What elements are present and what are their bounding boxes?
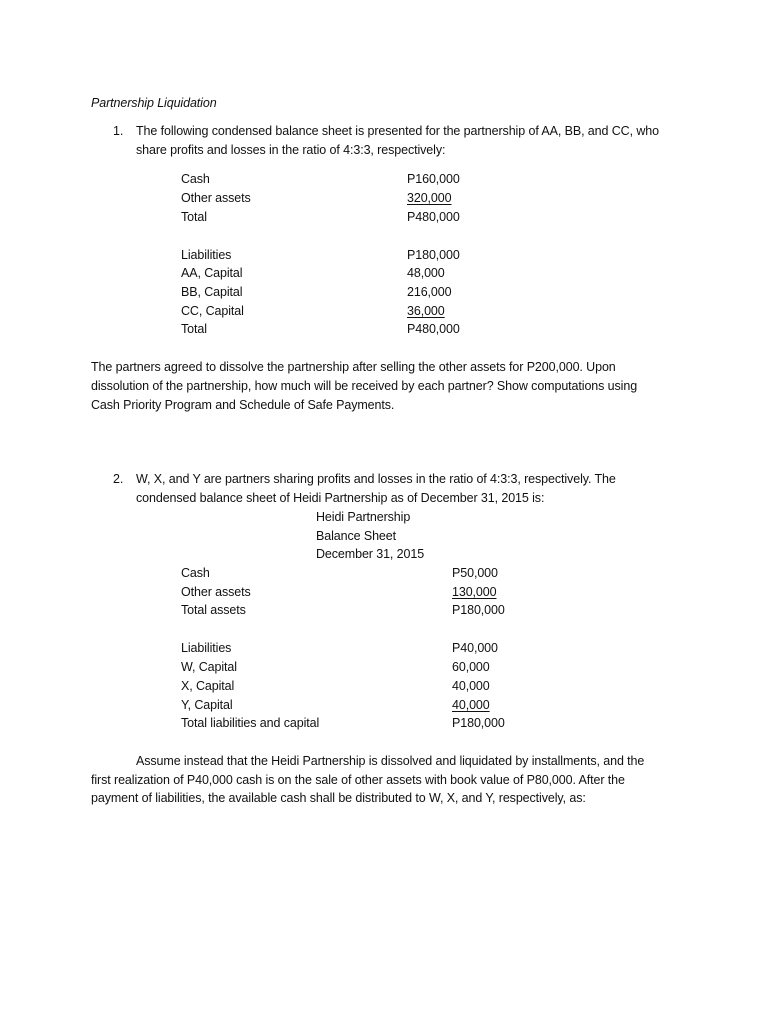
q1-text-line2: share profits and losses in the ratio of 4:3:3, respectively: xyxy=(136,143,446,157)
q1-para-line1: The partners agreed to dissolve the partnership after selling the other assets for P200,000. Upon xyxy=(91,360,616,374)
q2-asset-amount: P50,000 xyxy=(452,566,498,580)
q2-heading-company: Heidi Partnership xyxy=(316,510,411,524)
q1-equity-amount: P480,000 xyxy=(407,322,460,336)
q2-heading-date: December 31, 2015 xyxy=(316,547,425,561)
q1-asset-amount: P480,000 xyxy=(407,210,460,224)
q2-equity-label: Total liabilities and capital xyxy=(181,716,320,730)
document-title: Partnership Liquidation xyxy=(91,96,217,110)
q1-asset-label: Other assets xyxy=(181,191,251,205)
q2-para-line3: payment of liabilities, the available cash shall be distributed to W, X, and Y, respectively, as: xyxy=(91,791,586,805)
q2-equity-label: Liabilities xyxy=(181,641,232,655)
q1-equity-label: Total xyxy=(181,322,207,336)
q2-asset-label: Cash xyxy=(181,566,210,580)
q2-asset-label: Other assets xyxy=(181,585,251,599)
q2-heading-statement: Balance Sheet xyxy=(316,529,397,543)
q1-equity-amount: 36,000 xyxy=(407,304,445,318)
q2-equity-label: W, Capital xyxy=(181,660,237,674)
q1-equity-label: BB, Capital xyxy=(181,285,243,299)
q2-equity-label: X, Capital xyxy=(181,679,235,693)
q2-asset-label: Total assets xyxy=(181,603,246,617)
q2-equity-amount: P40,000 xyxy=(452,641,498,655)
q1-text-line1: The following condensed balance sheet is presented for the partnership of AA, BB, and CC, who xyxy=(136,124,659,138)
q1-equity-amount: P180,000 xyxy=(407,248,460,262)
q2-number: 2. xyxy=(113,472,124,486)
q2-text-line1: W, X, and Y are partners sharing profits and losses in the ratio of 4:3:3, respectively. The xyxy=(136,472,616,486)
q2-asset-amount: P180,000 xyxy=(452,603,505,617)
q2-equity-amount: 40,000 xyxy=(452,698,490,712)
q1-equity-amount: 48,000 xyxy=(407,266,445,280)
q1-para-line2: dissolution of the partnership, how much will be received by each partner? Show computations using xyxy=(91,379,638,393)
q1-equity-label: AA, Capital xyxy=(181,266,243,280)
q1-equity-label: Liabilities xyxy=(181,248,232,262)
q2-asset-amount: 130,000 xyxy=(452,585,497,599)
q1-asset-amount: 320,000 xyxy=(407,191,452,205)
q2-equity-amount: P180,000 xyxy=(452,716,505,730)
q2-text-line2: condensed balance sheet of Heidi Partnership as of December 31, 2015 is: xyxy=(136,491,545,505)
q2-equity-label: Y, Capital xyxy=(181,698,233,712)
q1-equity-amount: 216,000 xyxy=(407,285,452,299)
q1-asset-amount: P160,000 xyxy=(407,172,460,186)
q1-asset-label: Cash xyxy=(181,172,210,186)
q1-equity-label: CC, Capital xyxy=(181,304,244,318)
q2-para-line1: Assume instead that the Heidi Partnership is dissolved and liquidated by installments, and the xyxy=(136,754,645,768)
q1-number: 1. xyxy=(113,124,124,138)
q2-equity-amount: 40,000 xyxy=(452,679,490,693)
q1-asset-label: Total xyxy=(181,210,207,224)
q1-para-line3: Cash Priority Program and Schedule of Safe Payments. xyxy=(91,398,395,412)
q2-equity-amount: 60,000 xyxy=(452,660,490,674)
q2-para-line2: first realization of P40,000 cash is on the sale of other assets with book value of P80,000. After the xyxy=(91,773,625,787)
